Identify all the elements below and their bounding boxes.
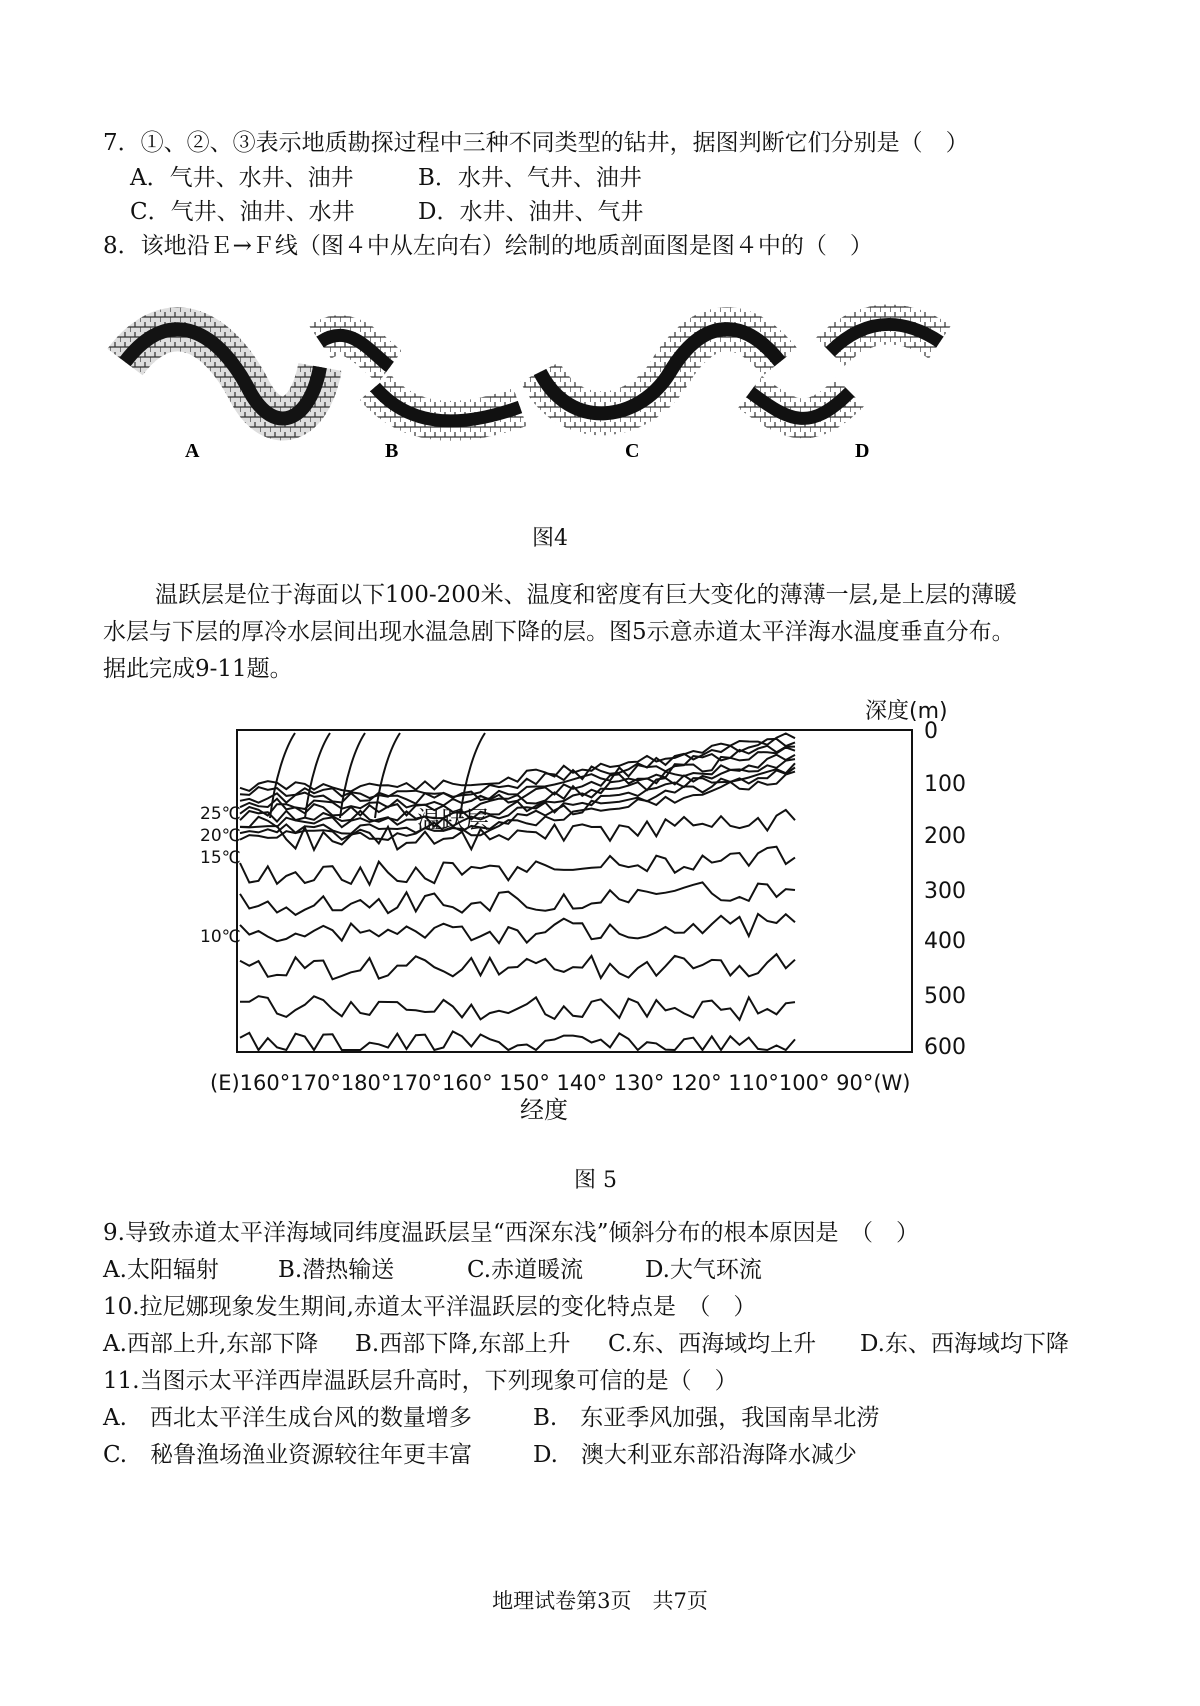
q9-option-d: D.大气环流 bbox=[645, 1257, 762, 1283]
q10-option-a: A.西部上升,东部下降 bbox=[103, 1331, 319, 1357]
fig4-label-c: C bbox=[625, 440, 640, 462]
page-footer: 地理试卷第3页 共7页 bbox=[492, 1589, 708, 1613]
svg-text:100: 100 bbox=[924, 772, 966, 797]
q11-option-b: B. 东亚季风加强，我国南旱北涝 bbox=[533, 1405, 880, 1431]
isotherm-line bbox=[240, 954, 795, 979]
fig4-label-a: A bbox=[185, 440, 200, 462]
q9-option-a: A.太阳辐射 bbox=[103, 1257, 219, 1283]
figure-5-temperature-profile bbox=[200, 688, 966, 1128]
thermocline-label: 温跃层 bbox=[417, 806, 489, 834]
fig4-label-d: D bbox=[855, 440, 870, 462]
isotherm-line bbox=[240, 882, 795, 915]
fig4-panel-b bbox=[320, 335, 520, 421]
q9-stem: 9.导致赤道太平洋海域同纬度温跃层呈“西深东浅”倾斜分布的根本原因是 （ ） bbox=[103, 1220, 919, 1246]
svg-text:200: 200 bbox=[924, 824, 966, 849]
passage-line-2: 水层与下层的厚冷水层间出现水温急剧下降的层。图5示意赤道太平洋海水温度垂直分布。 bbox=[103, 619, 1015, 645]
q7-option-a: A．气井、水井、油井 bbox=[130, 165, 354, 191]
q7-stem: 7．①、②、③表示地质勘探过程中三种不同类型的钻井，据图判断它们分别是（ ） bbox=[103, 130, 969, 156]
depth-ticks bbox=[924, 719, 966, 1060]
svg-text:400: 400 bbox=[924, 929, 966, 954]
q11-option-c: C. 秘鲁渔场渔业资源较往年更丰富 bbox=[103, 1442, 473, 1468]
q10-option-d: D.东、西海域均下降 bbox=[860, 1331, 1069, 1357]
isotherm-line bbox=[240, 1032, 795, 1051]
svg-text:300: 300 bbox=[924, 879, 966, 904]
svg-text:25℃: 25℃ bbox=[200, 804, 241, 824]
fig5-caption: 图 5 bbox=[574, 1168, 617, 1193]
q10-stem: 10.拉尼娜现象发生期间,赤道太平洋温跃层的变化特点是 （ ） bbox=[103, 1294, 757, 1320]
fig4-caption: 图4 bbox=[532, 526, 568, 551]
depth-axis-label: 深度(m) bbox=[865, 699, 948, 724]
isotherm-lines bbox=[240, 733, 795, 1050]
figure-4-geologic-sections bbox=[110, 312, 960, 467]
temperature-labels bbox=[200, 804, 241, 947]
q9-option-b: B.潜热输送 bbox=[278, 1257, 395, 1283]
svg-text:0: 0 bbox=[924, 719, 938, 744]
q8-stem: 8．该地沿Ｅ→Ｆ线（图４中从左向右）绘制的地质剖面图是图４中的（ ） bbox=[103, 233, 873, 259]
isotherm-line bbox=[240, 996, 795, 1020]
svg-text:500: 500 bbox=[924, 984, 966, 1009]
q10-option-c: C.东、西海域均上升 bbox=[608, 1331, 817, 1357]
passage-line-1: 温跃层是位于海面以下100-200米、温度和密度有巨大变化的薄薄一层,是上层的薄暖 bbox=[155, 582, 1017, 608]
svg-text:15℃: 15℃ bbox=[200, 848, 241, 868]
longitude-ticks: (E)160°170°180°170°160° 150° 140° 130° 120° 110°100° 90°(W) bbox=[210, 1071, 911, 1095]
isotherm-line bbox=[240, 914, 795, 943]
q7-option-d: D．水井、油井、气井 bbox=[418, 199, 644, 225]
passage-line-3: 据此完成9-11题。 bbox=[103, 656, 293, 682]
svg-text:10℃: 10℃ bbox=[200, 927, 241, 947]
q7-option-c: C．气井、油井、水井 bbox=[130, 199, 355, 225]
fig4-panel-a bbox=[125, 329, 320, 418]
q7-option-b: B．水井、气井、油井 bbox=[418, 165, 642, 191]
q10-option-b: B.西部下降,东部上升 bbox=[355, 1331, 571, 1357]
svg-text:20℃: 20℃ bbox=[200, 826, 241, 846]
isotherm-line bbox=[340, 733, 365, 818]
q11-option-d: D. 澳大利亚东部沿海降水减少 bbox=[533, 1442, 857, 1468]
q11-option-a: A. 西北太平洋生成台风的数量增多 bbox=[103, 1405, 472, 1431]
q9-option-c: C.赤道暖流 bbox=[467, 1257, 584, 1283]
longitude-axis-label: 经度 bbox=[520, 1096, 568, 1124]
svg-text:600: 600 bbox=[924, 1035, 966, 1060]
fig4-label-b: B bbox=[385, 440, 399, 462]
q11-stem: 11.当图示太平洋西岸温跃层升高时，下列现象可信的是（ ） bbox=[103, 1368, 738, 1394]
isotherm-line bbox=[240, 847, 795, 885]
